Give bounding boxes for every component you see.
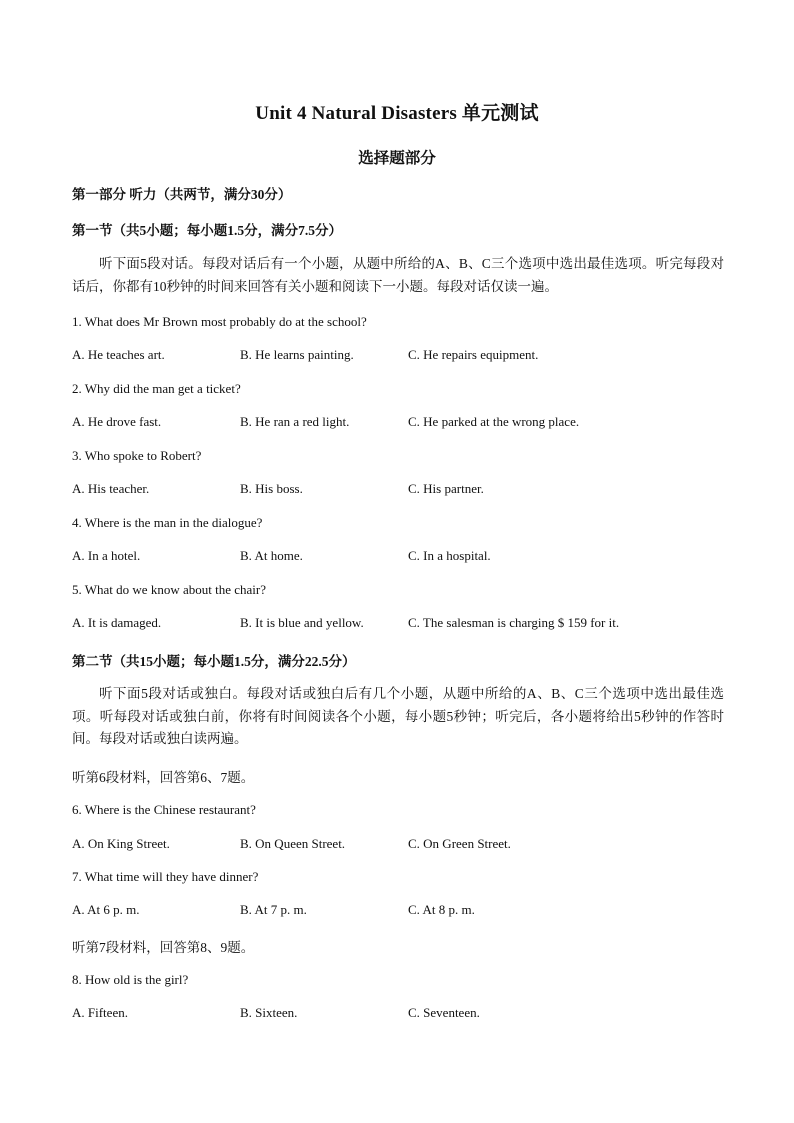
option-c: C. On Green Street. [408,836,511,851]
question-stem: 4. Where is the man in the dialogue? [72,515,263,530]
option-a: A. At 6 p. m. [72,902,140,917]
option-c: C. In a hospital. [408,548,491,563]
option-b: B. He ran a red light. [240,414,350,429]
question-stem: 7. What time will they have dinner? [72,869,259,884]
option-a: A. In a hotel. [72,548,141,563]
option-a: A. His teacher. [72,481,150,496]
page-title: Unit 4 Natural Disasters 单元测试 [255,103,539,124]
option-c: C. His partner. [408,481,484,496]
option-c: C. At 8 p. m. [408,902,475,917]
question-stem: 5. What do we know about the chair? [72,582,266,597]
material-note: 听第7段材料，回答第8、9题。 [72,940,255,955]
question-stem: 6. Where is the Chinese restaurant? [72,802,256,817]
option-a: A. Fifteen. [72,1005,128,1020]
option-b: B. His boss. [240,481,303,496]
option-c: C. The salesman is charging $ 159 for it. [408,615,620,630]
option-b: B. Sixteen. [240,1005,298,1020]
option-a: A. It is damaged. [72,615,162,630]
option-a: A. He drove fast. [72,414,162,429]
section2-instructions: 听下面5段对话或独白。每段对话或独白后有几个小题，从题中所给的A、B、C三个选项中选出最佳选项。听每段对话或独白前，你将有时间阅读各个小题，每小题5秒钟；听完后，各小题将给出5秒钟的作答时间。每段对话或独白读两遍。 [72,686,724,746]
option-b: B. At home. [240,548,303,563]
part1-heading: 第一部分 听力（共两节，满分30分） [72,187,292,202]
option-a: A. On King Street. [72,836,170,851]
question-stem: 1. What does Mr Brown most probably do at the school? [72,314,367,329]
option-b: B. He learns painting. [240,347,354,362]
section2-heading: 第二节（共15小题；每小题1.5分，满分22.5分） [72,654,356,669]
material-note: 听第6段材料，回答第6、7题。 [72,770,255,785]
option-c: C. Seventeen. [408,1005,480,1020]
question-stem: 3. Who spoke to Robert? [72,448,202,463]
section1-heading: 第一节（共5小题；每小题1.5分，满分7.5分） [72,223,342,238]
option-b: B. On Queen Street. [240,836,346,851]
option-c: C. He repairs equipment. [408,347,539,362]
page-subtitle: 选择题部分 [358,150,436,167]
option-a: A. He teaches art. [72,347,165,362]
option-c: C. He parked at the wrong place. [408,414,580,429]
question-stem: 8. How old is the girl? [72,972,189,987]
option-b: B. It is blue and yellow. [240,615,364,630]
question-stem: 2. Why did the man get a ticket? [72,381,241,396]
section1-instructions: 听下面5段对话。每段对话后有一个小题，从题中所给的A、B、C三个选项中选出最佳选项。听完每段对话后，你都有10秒钟的时间来回答有关小题和阅读下一小题。每段对话仅读一遍。 [72,256,724,294]
option-b: B. At 7 p. m. [240,902,307,917]
